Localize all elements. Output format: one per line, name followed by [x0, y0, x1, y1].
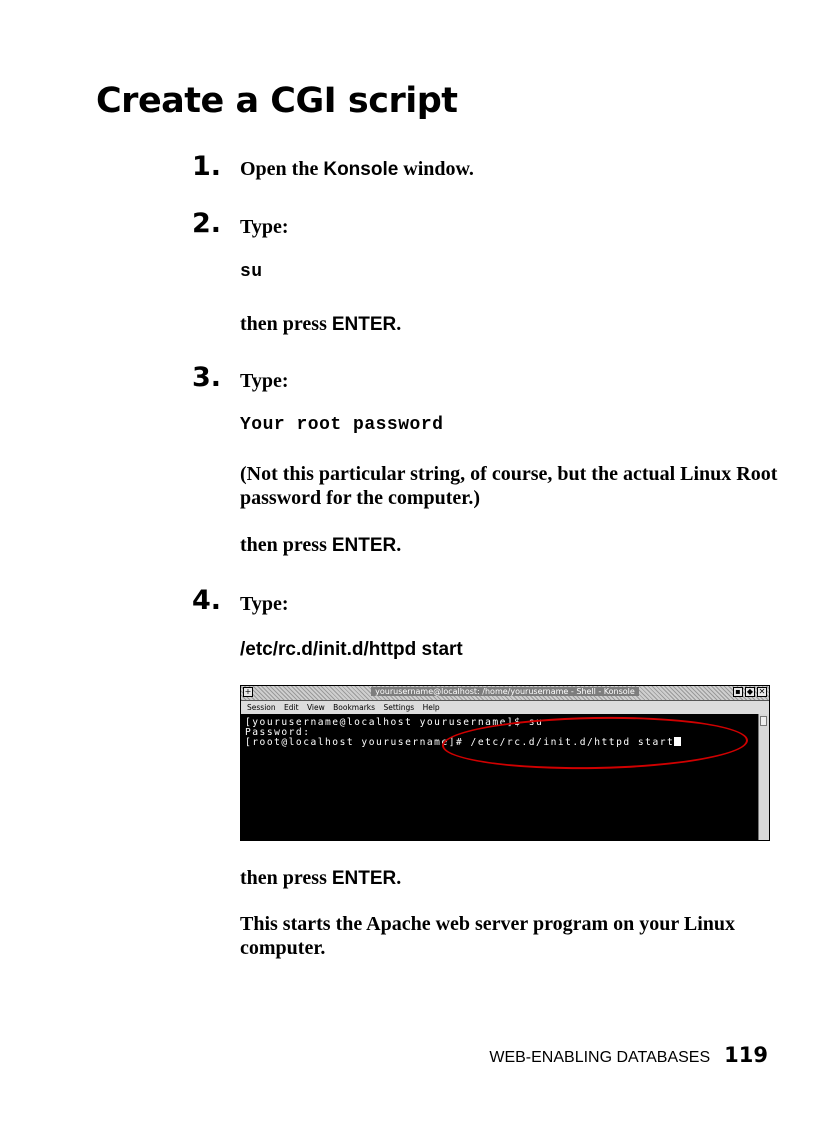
minimize-icon: ▪: [733, 687, 743, 697]
scroll-up-arrow-icon: [760, 716, 767, 726]
terminal-line-3-text: [root@localhost yourusername]# /etc/rc.d/init.d/httpd start: [245, 737, 675, 749]
step-1-number: 1.: [192, 151, 222, 182]
step-2-enter-key: ENTER: [331, 314, 397, 335]
window-menu-icon: +: [244, 687, 252, 696]
step-2-type-label: Type:: [240, 216, 289, 238]
menu-bookmarks: Bookmarks: [333, 703, 376, 712]
step-1-open-prefix: Open the: [240, 158, 319, 180]
menu-edit: Edit: [284, 703, 299, 712]
menu-settings: Settings: [383, 703, 415, 712]
step-3-type-label: Type:: [240, 370, 289, 392]
page-footer: [489, 1043, 768, 1067]
step-4-closing: This starts the Apache web server program on your Linux computer.: [240, 913, 736, 959]
terminal-line-1: [yourusername@localhost yourusername]$ su: [245, 717, 544, 728]
step-4-type-label: Type:: [240, 593, 289, 615]
page-title: Create a CGI script: [96, 81, 458, 121]
terminal-menu-bar: [241, 701, 769, 715]
step-2-then: [240, 312, 780, 337]
step-4-period: .: [396, 867, 402, 889]
menu-session: Session: [247, 703, 276, 712]
footer-section: WEB-ENABLING DATABASES: [489, 1049, 711, 1066]
step-4-then: [240, 866, 780, 891]
menu-view: View: [306, 703, 325, 712]
step-4-number: 4.: [192, 585, 222, 616]
step-2-period: .: [396, 313, 402, 335]
step-1-text: [240, 157, 780, 182]
terminal-scrollbar: [758, 714, 769, 840]
step-3-number: 3.: [192, 362, 222, 393]
maximize-icon: ◆: [746, 687, 754, 696]
step-3-enter-key: ENTER: [331, 535, 397, 556]
step-2-number: 2.: [192, 208, 222, 239]
menu-help: Help: [422, 703, 440, 712]
step-1-open-suffix: window.: [403, 158, 474, 180]
step-3-then: [240, 533, 780, 558]
step-4-then-press: then press: [240, 867, 327, 889]
step-3-then-press: then press: [240, 534, 327, 556]
terminal-title-bar: [241, 686, 769, 701]
step-4-command: /etc/rc.d/init.d/httpd start: [240, 639, 463, 660]
step-3-code: Your root password: [240, 415, 444, 435]
step-3-note: (Not this particular string, of course, but the actual Linux Root password for the computer.): [240, 463, 778, 509]
terminal-line-2: Password:: [245, 726, 311, 738]
step-4-enter-key: ENTER: [331, 868, 397, 889]
step-2-code: su: [240, 262, 263, 282]
page-number: 119: [724, 1043, 768, 1067]
close-icon: ✕: [758, 687, 766, 696]
konsole-app-name: Konsole: [323, 159, 399, 180]
step-2-then-press: then press: [240, 313, 327, 335]
terminal-window-title: yourusername@localhost: /home/yourusername - Shell - Konsole: [371, 687, 639, 696]
step-3-period: .: [396, 534, 402, 556]
